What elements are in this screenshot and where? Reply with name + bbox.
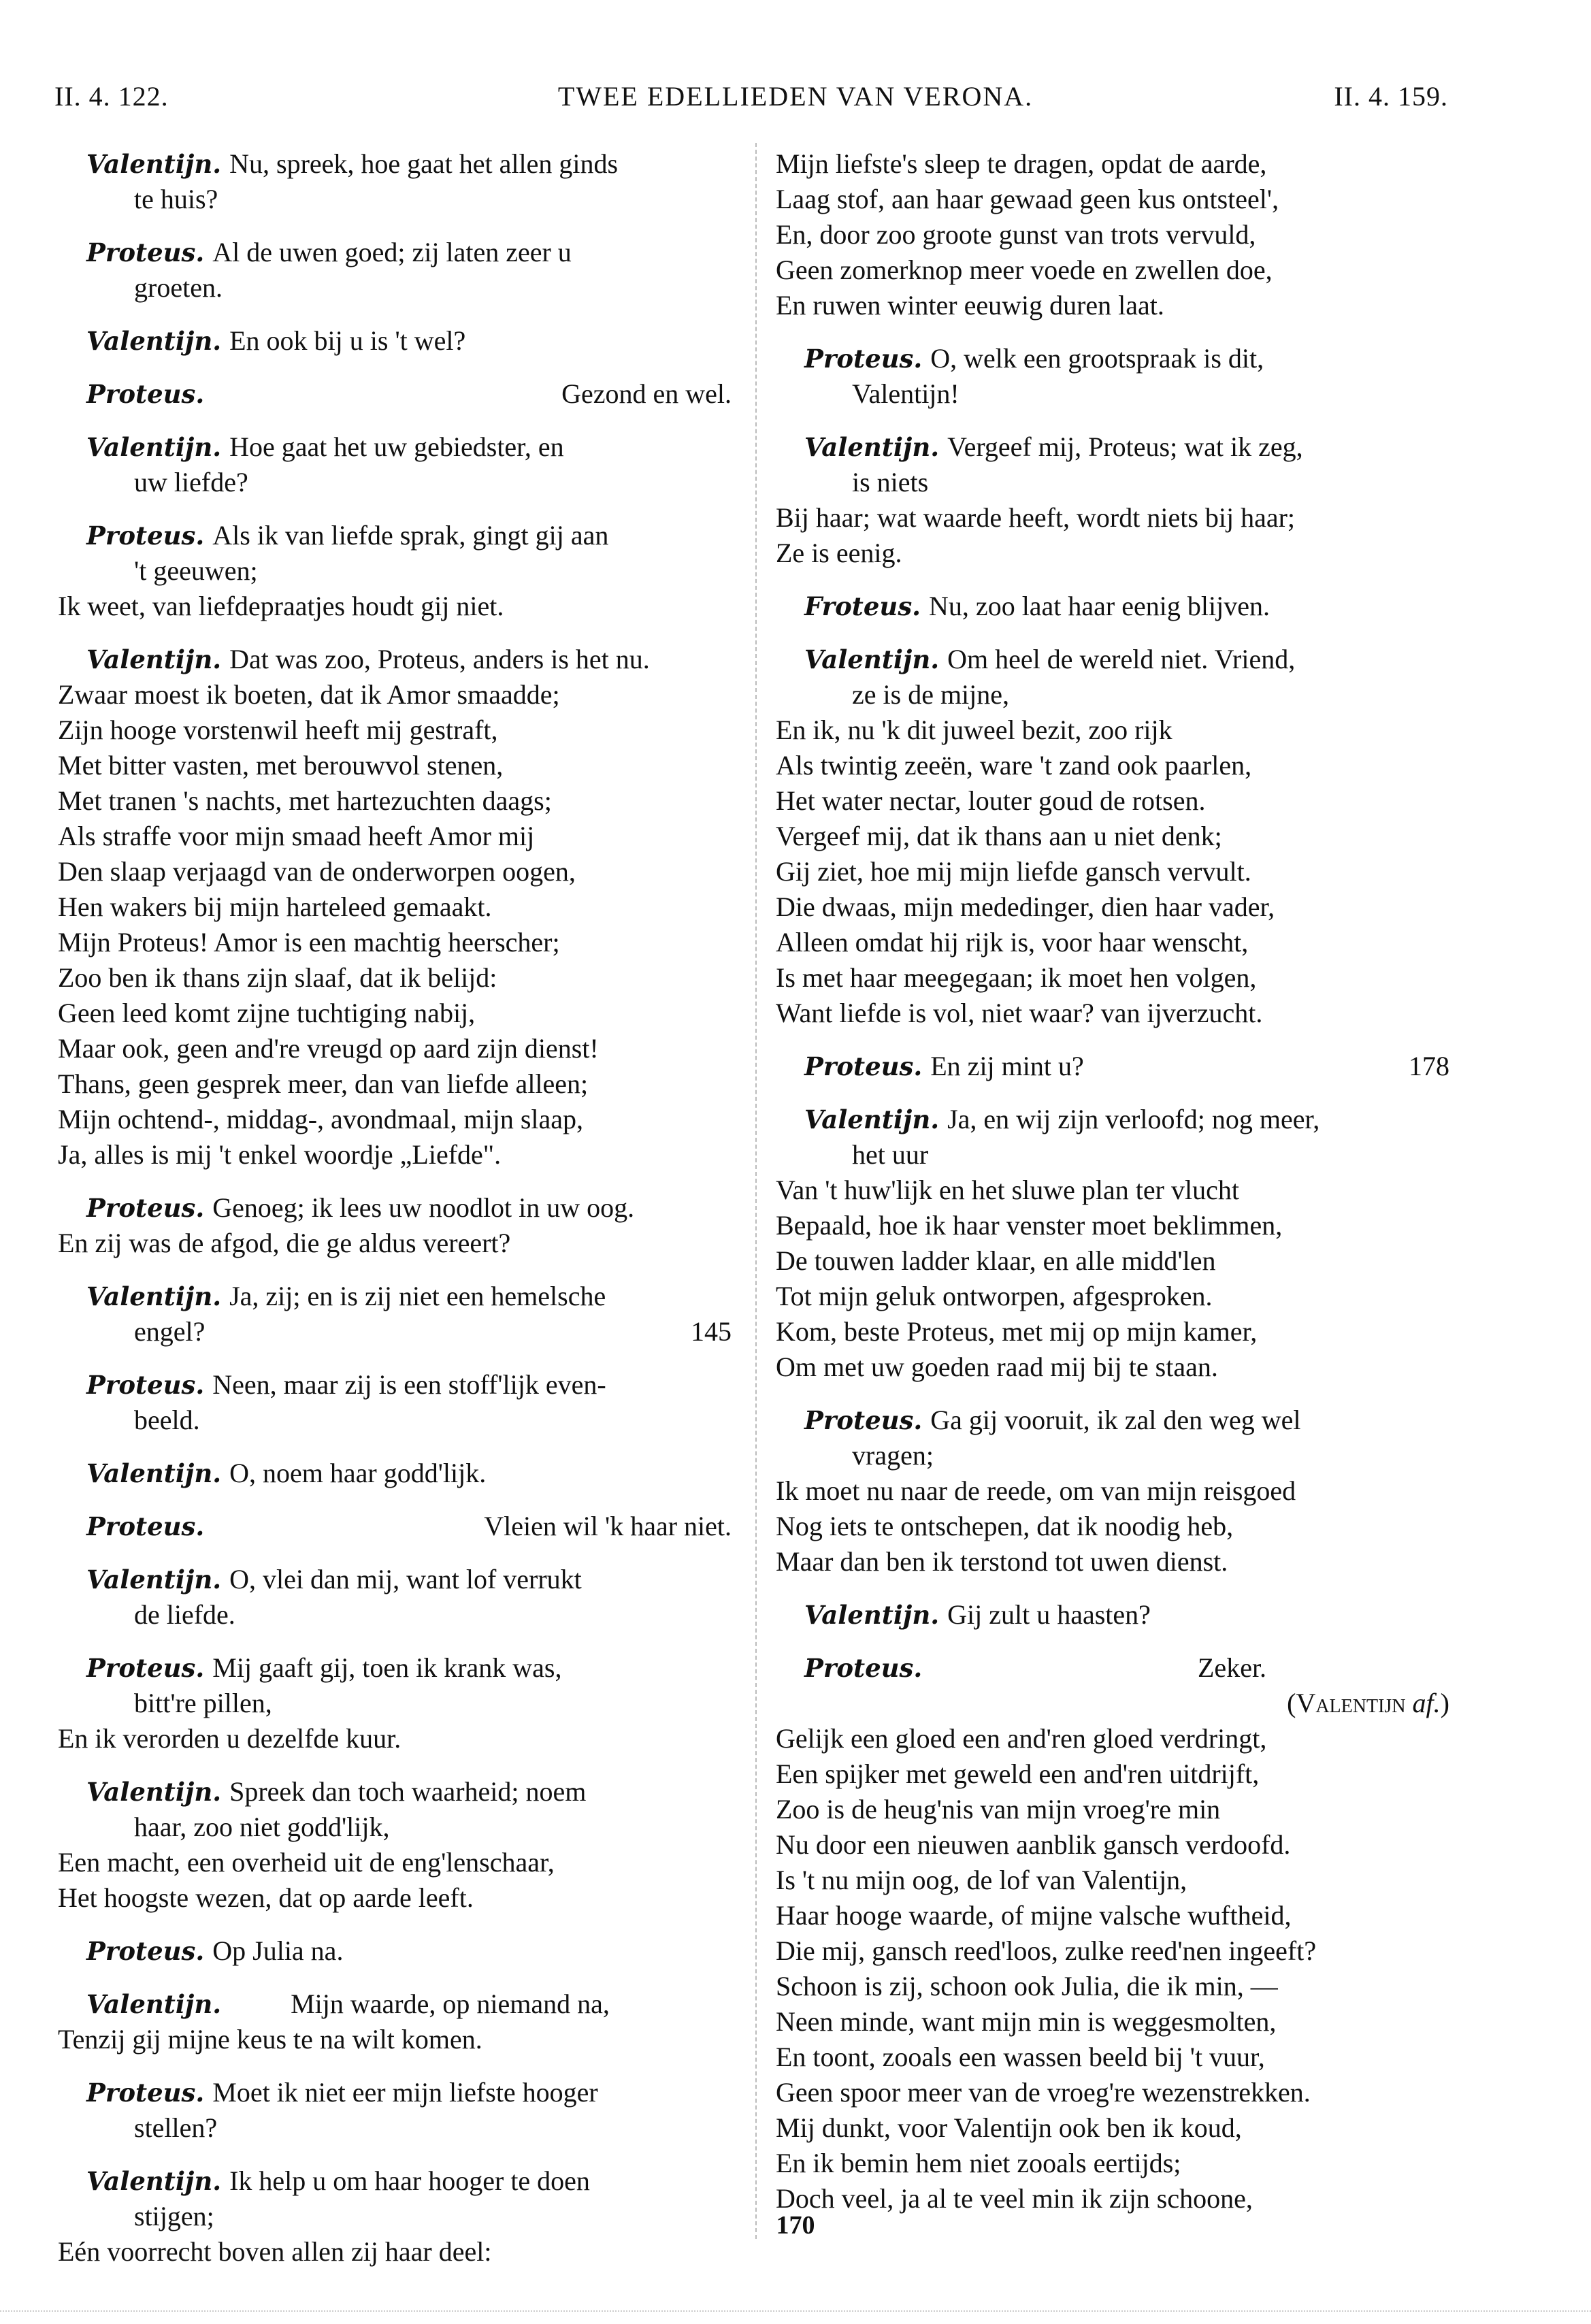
- verse-text: En ik bemin hem niet zooals eertijds;: [776, 2148, 1181, 2178]
- stanza-gap: [58, 412, 732, 429]
- running-title: TWEE EDELLIEDEN VAN VERONA.: [557, 81, 1034, 112]
- verse-line: [776, 1756, 1449, 1792]
- line-number: 145: [691, 1316, 732, 1347]
- verse-text: Geen leed komt zijne tuchtiging nabij,: [58, 998, 476, 1028]
- verse-text: Zijn hooge vorstenwil heeft mij gestraft,: [58, 715, 498, 745]
- stage-direction: [776, 1686, 1449, 1721]
- speech-text: de liefde.: [134, 1599, 235, 1630]
- verse-line: [58, 783, 732, 819]
- verse-text: Maar dan ben ik terstond tot uwen dienst.: [776, 1546, 1228, 1577]
- stanza-gap: [58, 1261, 732, 1279]
- speech-text: Dat was zoo, Proteus, anders is het nu.: [229, 644, 650, 674]
- speaker-name: Proteus.: [86, 1653, 205, 1683]
- verse-line: [776, 960, 1449, 996]
- verse-line: [776, 1827, 1449, 1863]
- speech-text: Neen, maar zij is een stoff'lijk even-: [212, 1369, 606, 1400]
- scan-edge: [0, 2310, 1591, 2312]
- verse-text: Mijn Proteus! Amor is een machtig heerscher;: [58, 927, 560, 958]
- verse-line: [776, 1969, 1449, 2004]
- verse-line: [776, 252, 1449, 288]
- speech-line: [58, 1650, 732, 1686]
- speech-continuation: [58, 270, 732, 306]
- speech-text: O, vlei dan mij, want lof verrukt: [229, 1564, 582, 1594]
- speaker-name: Valentijn.: [86, 1777, 222, 1807]
- verse-line: [776, 500, 1449, 536]
- speech-continuation: [776, 1137, 1449, 1173]
- verse-line: [776, 2004, 1449, 2040]
- speaker-name: Valentijn.: [86, 149, 222, 179]
- verse-text: En zij was de afgod, die ge aldus vereert?: [58, 1228, 511, 1258]
- verse-line: [776, 1314, 1449, 1349]
- speech-line: [58, 429, 732, 465]
- speech-text: O, welk een grootspraak is dit,: [930, 343, 1264, 374]
- verse-line: [58, 889, 732, 925]
- speech-text: Vleien wil 'k haar niet.: [484, 1511, 732, 1541]
- stanza-gap: [58, 1633, 732, 1650]
- speech-line: [58, 1456, 732, 1491]
- speech-continuation: [58, 2110, 732, 2146]
- stanza-gap: [776, 571, 1449, 589]
- speech-text: Genoeg; ik lees uw noodlot in uw oog.: [212, 1192, 635, 1223]
- verse-line: [58, 1721, 732, 1756]
- speech-line: [776, 1102, 1449, 1137]
- verse-line: [776, 713, 1449, 748]
- speaker-name: Proteus.: [804, 1051, 923, 1081]
- speech-line: [776, 1403, 1449, 1438]
- speech-continuation: [58, 1597, 732, 1633]
- verse-text: Mij dunkt, voor Valentijn ook ben ik koud,: [776, 2112, 1242, 2143]
- verse-text: Neen minde, want mijn min is weggesmolten,: [776, 2006, 1277, 2037]
- speech-line: [58, 2163, 732, 2199]
- verse-line: [776, 1279, 1449, 1314]
- speaker-name: Valentijn.: [804, 432, 940, 462]
- verse-line: [58, 925, 732, 960]
- verse-line: [776, 819, 1449, 854]
- speech-text: Ja, en wij zijn verloofd; nog meer,: [947, 1104, 1320, 1134]
- verse-line: [776, 217, 1449, 252]
- verse-text: Eén voorrecht boven allen zij haar deel:: [58, 2236, 492, 2267]
- verse-text: Een spijker met geweld een and'ren uitdrijft,: [776, 1758, 1260, 1789]
- speech-continuation: [58, 465, 732, 500]
- verse-line: [58, 1066, 732, 1102]
- verse-line: [58, 960, 732, 996]
- speech-line: [58, 1774, 732, 1810]
- right-column: [776, 146, 1449, 2216]
- speaker-name: Froteus.: [804, 591, 921, 621]
- speech-continuation: [58, 1314, 732, 1349]
- speaker-name: Valentijn.: [86, 1281, 222, 1311]
- speech-text: is niets: [852, 467, 929, 497]
- verse-text: En ik verorden u dezelfde kuur.: [58, 1723, 401, 1754]
- verse-text: Tenzij gij mijne keus te na wilt komen.: [58, 2024, 482, 2055]
- verse-text: Haar hooge waarde, of mijne valsche wuftheid,: [776, 1900, 1292, 1931]
- speaker-name: Proteus.: [804, 1405, 923, 1435]
- speech-text: Mijn waarde, op niemand na,: [291, 1989, 610, 2019]
- verse-text: Geen zomerknop meer voede en zwellen doe,: [776, 255, 1273, 285]
- verse-text: Vergeef mij, dat ik thans aan u niet denk;: [776, 821, 1222, 851]
- speech-text: 't geeuwen;: [134, 555, 258, 586]
- speaker-name: Proteus.: [86, 238, 205, 267]
- verse-line: [776, 1173, 1449, 1208]
- stanza-gap: [58, 1173, 732, 1190]
- speech-text: ze is de mijne,: [852, 679, 1010, 710]
- verse-text: Die dwaas, mijn mededinger, dien haar vader,: [776, 891, 1275, 922]
- speech-text: stellen?: [134, 2112, 218, 2143]
- verse-text: Met bitter vasten, met berouwvol stenen,: [58, 750, 504, 781]
- speaker-name: Proteus.: [86, 1936, 205, 1966]
- speech-continuation: [776, 677, 1449, 713]
- verse-text: Als straffe voor mijn smaad heeft Amor mij: [58, 821, 535, 851]
- verse-text: Bepaald, hoe ik haar venster moet beklimmen,: [776, 1210, 1283, 1241]
- speaker-name: Valentijn.: [86, 432, 222, 462]
- verse-text: Om met uw goeden raad mij bij te staan.: [776, 1352, 1218, 1382]
- verse-text: Ja, alles is mij 't enkel woordje „Liefde".: [58, 1139, 502, 1170]
- verse-line: [776, 748, 1449, 783]
- verse-line: [58, 996, 732, 1031]
- speech-text: Vergeef mij, Proteus; wat ik zeg,: [947, 431, 1303, 462]
- speech-line: [58, 1562, 732, 1597]
- speech-text: Als ik van liefde sprak, gingt gij aan: [212, 520, 609, 551]
- speech-text: vragen;: [852, 1440, 934, 1471]
- speaker-name: Valentijn.: [86, 1565, 222, 1594]
- speech-text: beeld.: [134, 1405, 200, 1435]
- speech-line: [58, 2075, 732, 2110]
- speech-text: En ook bij u is 't wel?: [229, 325, 466, 356]
- speech-text: Spreek dan toch waarheid; noem: [229, 1776, 587, 1807]
- speech-line: [776, 1597, 1449, 1633]
- verse-text: Mijn ochtend-, middag-, avondmaal, mijn slaap,: [58, 1104, 584, 1134]
- verse-text: Doch veel, ja al te veel min ik zijn schoone,: [776, 2183, 1253, 2214]
- speech-text: Op Julia na.: [212, 1935, 344, 1966]
- verse-text: Ze is eenig.: [776, 538, 902, 568]
- verse-text: Schoon is zij, schoon ook Julia, die ik min, —: [776, 1971, 1278, 2001]
- speaker-name: Proteus.: [804, 1653, 923, 1683]
- speech-continuation: [776, 376, 1449, 412]
- verse-text: Nu door een nieuwen aanblik gansch verdoofd.: [776, 1829, 1291, 1860]
- speaker-name: Proteus.: [86, 379, 205, 409]
- stanza-gap: [776, 412, 1449, 429]
- verse-text: Want liefde is vol, niet waar? van ijverzucht.: [776, 998, 1263, 1028]
- speech-line: [58, 518, 732, 553]
- verse-text: Die mij, gansch reed'loos, zulke reed'nen ingeeft?: [776, 1935, 1317, 1966]
- verse-text: Een macht, een overheid uit de eng'lenschaar,: [58, 1847, 555, 1878]
- speaker-name: Proteus.: [86, 521, 205, 551]
- stanza-gap: [58, 1438, 732, 1456]
- speech-continuation: [776, 465, 1449, 500]
- verse-line: [776, 1208, 1449, 1243]
- stanza-gap: [58, 306, 732, 323]
- speech-continuation: [58, 1810, 732, 1845]
- verse-text: Als twintig zeeën, ware 't zand ook paarlen,: [776, 750, 1252, 781]
- speech-text: Al de uwen goed; zij laten zeer u: [212, 237, 572, 267]
- stanza-gap: [58, 359, 732, 376]
- verse-line: [776, 996, 1449, 1031]
- speech-continuation: [776, 1438, 1449, 1473]
- speaker-name: Proteus.: [804, 344, 923, 374]
- stanza-gap: [58, 2146, 732, 2163]
- stanza-gap: [776, 1031, 1449, 1049]
- verse-text: Zoo ben ik thans zijn slaaf, dat ik belijd:: [58, 962, 497, 993]
- header-left-reference: II. 4. 122.: [54, 81, 169, 112]
- verse-text: Nog iets te ontschepen, dat ik noodig heb,: [776, 1511, 1234, 1541]
- stanza-gap: [776, 323, 1449, 341]
- speech-text: engel?: [134, 1316, 206, 1347]
- verse-line: [776, 536, 1449, 571]
- speech-line: [58, 1190, 732, 1226]
- verse-text: Is 't nu mijn oog, de lof van Valentijn,: [776, 1865, 1187, 1895]
- verse-text: Mijn liefste's sleep te dragen, opdat de aarde,: [776, 148, 1267, 179]
- speaker-name: Valentijn.: [86, 1989, 222, 2019]
- speaker-name: Valentijn.: [804, 1600, 940, 1630]
- left-column: [58, 146, 732, 2270]
- speech-line: [58, 146, 732, 182]
- speech-line: [776, 589, 1449, 624]
- verse-line: [776, 288, 1449, 323]
- verse-text: En toont, zooals een wassen beeld bij 't vuur,: [776, 2042, 1265, 2072]
- verse-text: En ruwen winter eeuwig duren laat.: [776, 290, 1164, 321]
- speech-text: En zij mint u?: [930, 1051, 1084, 1081]
- verse-text: Het water nectar, louter goud de rotsen.: [776, 785, 1206, 816]
- column-divider: [755, 143, 757, 2239]
- speech-text: bitt're pillen,: [134, 1688, 272, 1718]
- verse-text: Alleen omdat hij rijk is, voor haar wenscht,: [776, 927, 1249, 958]
- verse-line: [776, 2146, 1449, 2181]
- speech-line: [58, 1986, 732, 2022]
- stanza-gap: [58, 624, 732, 642]
- speech-text: haar, zoo niet godd'lijk,: [134, 1812, 390, 1842]
- speech-text: Mij gaaft gij, toen ik krank was,: [212, 1652, 562, 1683]
- speech-text: Nu, spreek, hoe gaat het allen ginds: [229, 148, 619, 179]
- speech-text: het uur: [852, 1139, 929, 1170]
- verse-line: [58, 748, 732, 783]
- verse-text: Gij ziet, hoe mij mijn liefde gansch vervult.: [776, 856, 1251, 887]
- stanza-gap: [776, 1084, 1449, 1102]
- speech-line: [58, 1933, 732, 1969]
- speech-line: [58, 642, 732, 677]
- stanza-gap: [58, 1756, 732, 1774]
- verse-line: [58, 1226, 732, 1261]
- stanza-gap: [58, 1544, 732, 1562]
- stanza-gap: [776, 1385, 1449, 1403]
- verse-line: [58, 589, 732, 624]
- verse-line: [776, 146, 1449, 182]
- stanza-gap: [776, 1580, 1449, 1597]
- verse-text: De touwen ladder klaar, en alle midd'len: [776, 1245, 1216, 1276]
- verse-line: [58, 1102, 732, 1137]
- verse-line: [58, 1137, 732, 1173]
- verse-line: [58, 854, 732, 889]
- speech-text: Gezond en wel.: [561, 378, 732, 409]
- line-number: 178: [1409, 1051, 1449, 1081]
- speech-text: Zeker.: [1198, 1652, 1267, 1683]
- verse-line: [776, 1933, 1449, 1969]
- verse-line: [58, 819, 732, 854]
- stage-action: af.: [1412, 1688, 1441, 1718]
- speech-line: [58, 1279, 732, 1314]
- verse-line: [776, 1473, 1449, 1509]
- speech-text: Valentijn!: [852, 378, 959, 409]
- speech-continuation: [58, 553, 732, 589]
- verse-line: [776, 889, 1449, 925]
- speech-text: Ik help u om haar hooger te doen: [229, 2165, 590, 2196]
- verse-text: Ik weet, van liefdepraatjes houdt gij niet.: [58, 591, 504, 621]
- speaker-name: Valentijn.: [804, 644, 940, 674]
- header-right-reference: II. 4. 159.: [1334, 81, 1448, 112]
- verse-text: Zwaar moest ik boeten, dat ik Amor smaadde;: [58, 679, 560, 710]
- speaker-name: Valentijn.: [86, 326, 222, 356]
- verse-text: En, door zoo groote gunst van trots vervuld,: [776, 219, 1256, 250]
- verse-text: Maar ook, geen and're vreugd op aard zijn dienst!: [58, 1033, 599, 1064]
- verse-line: [776, 925, 1449, 960]
- verse-line: [776, 1544, 1449, 1580]
- verse-line: [58, 677, 732, 713]
- verse-line: [776, 1349, 1449, 1385]
- stanza-gap: [58, 2057, 732, 2075]
- speaker-name: Proteus.: [86, 1511, 205, 1541]
- speech-line: [58, 376, 732, 412]
- verse-line: [58, 713, 732, 748]
- speech-text: Ja, zij; en is zij niet een hemelsche: [229, 1281, 606, 1311]
- verse-line: [776, 1243, 1449, 1279]
- stanza-gap: [776, 1633, 1449, 1650]
- speech-line: [776, 341, 1449, 376]
- verse-line: [58, 2022, 732, 2057]
- speech-text: Gij zult u haasten?: [947, 1599, 1151, 1630]
- verse-line: [776, 783, 1449, 819]
- verse-line: [776, 854, 1449, 889]
- verse-text: Hen wakers bij mijn harteleed gemaakt.: [58, 891, 492, 922]
- verse-line: [776, 2110, 1449, 2146]
- stanza-gap: [58, 1349, 732, 1367]
- speech-text: stijgen;: [134, 2201, 214, 2231]
- page-number: 170: [776, 2211, 815, 2240]
- stanza-gap: [58, 500, 732, 518]
- verse-text: Geen spoor meer van de vroeg're wezenstrekken.: [776, 2077, 1311, 2108]
- verse-line: [776, 1792, 1449, 1827]
- verse-text: Ik moet nu naar de reede, om van mijn reisgoed: [776, 1475, 1296, 1506]
- verse-text: Zoo is de heug'nis van mijn vroeg're min: [776, 1794, 1221, 1824]
- speech-continuation: [58, 182, 732, 217]
- speech-text: groeten.: [134, 272, 223, 303]
- speech-text: O, noem haar godd'lijk.: [229, 1458, 487, 1488]
- speech-line: [776, 1049, 1449, 1084]
- stanza-gap: [58, 217, 732, 235]
- verse-text: Bij haar; wat waarde heeft, wordt niets bij haar;: [776, 502, 1296, 533]
- verse-text: Gelijk een gloed een and'ren gloed verdringt,: [776, 1723, 1267, 1754]
- verse-line: [58, 1845, 732, 1880]
- speaker-name: Valentijn.: [86, 644, 222, 674]
- verse-line: [776, 1863, 1449, 1898]
- verse-line: [776, 1898, 1449, 1933]
- speaker-name: Proteus.: [86, 2078, 205, 2108]
- verse-text: Thans, geen gesprek meer, dan van liefde alleen;: [58, 1068, 589, 1099]
- speech-text: uw liefde?: [134, 467, 248, 497]
- stage-direction-text: (Valentijn af.): [1287, 1688, 1449, 1718]
- speech-line: [58, 323, 732, 359]
- speech-line: [58, 235, 732, 270]
- verse-text: Met tranen 's nachts, met hartezuchten daags;: [58, 785, 552, 816]
- speech-text: te huis?: [134, 184, 218, 214]
- speaker-name: Proteus.: [86, 1370, 205, 1400]
- verse-line: [776, 2075, 1449, 2110]
- verse-text: Van 't huw'lijk en het sluwe plan ter vlucht: [776, 1175, 1239, 1205]
- verse-text: Den slaap verjaagd van de onderworpen oogen,: [58, 856, 576, 887]
- verse-line: [776, 1509, 1449, 1544]
- speech-line: [776, 429, 1449, 465]
- verse-text: Laag stof, aan haar gewaad geen kus ontsteel',: [776, 184, 1279, 214]
- speech-text: Ga gij vooruit, ik zal den weg wel: [930, 1405, 1301, 1435]
- verse-text: Is met haar meegegaan; ik moet hen volgen,: [776, 962, 1257, 993]
- verse-line: [776, 182, 1449, 217]
- speech-line: [58, 1367, 732, 1403]
- speech-continuation: [58, 1686, 732, 1721]
- verse-line: [58, 1031, 732, 1066]
- speaker-name: Valentijn.: [86, 2166, 222, 2196]
- speech-text: Hoe gaat het uw gebiedster, en: [229, 431, 564, 462]
- verse-line: [776, 2040, 1449, 2075]
- speaker-name: Valentijn.: [804, 1104, 940, 1134]
- verse-text: Kom, beste Proteus, met mij op mijn kamer,: [776, 1316, 1258, 1347]
- speech-continuation: [58, 1403, 732, 1438]
- speech-text: Om heel de wereld niet. Vriend,: [947, 644, 1296, 674]
- speech-line: [776, 1650, 1449, 1686]
- verse-line: [58, 1880, 732, 1916]
- verse-text: Tot mijn geluk ontworpen, afgesproken.: [776, 1281, 1213, 1311]
- speaker-name: Proteus.: [86, 1193, 205, 1223]
- speech-line: [776, 642, 1449, 677]
- speech-text: Nu, zoo laat haar eenig blijven.: [929, 591, 1270, 621]
- verse-text: Het hoogste wezen, dat op aarde leeft.: [58, 1882, 474, 1913]
- stage-character: Valentijn: [1296, 1688, 1406, 1718]
- speech-text: Moet ik niet eer mijn liefste hooger: [212, 2077, 598, 2108]
- stanza-gap: [58, 1491, 732, 1509]
- stanza-gap: [58, 1969, 732, 1986]
- speaker-name: Valentijn.: [86, 1458, 222, 1488]
- verse-line: [776, 1721, 1449, 1756]
- stanza-gap: [58, 1916, 732, 1933]
- stanza-gap: [776, 624, 1449, 642]
- speech-line: [58, 1509, 732, 1544]
- verse-text: En ik, nu 'k dit juweel bezit, zoo rijk: [776, 715, 1172, 745]
